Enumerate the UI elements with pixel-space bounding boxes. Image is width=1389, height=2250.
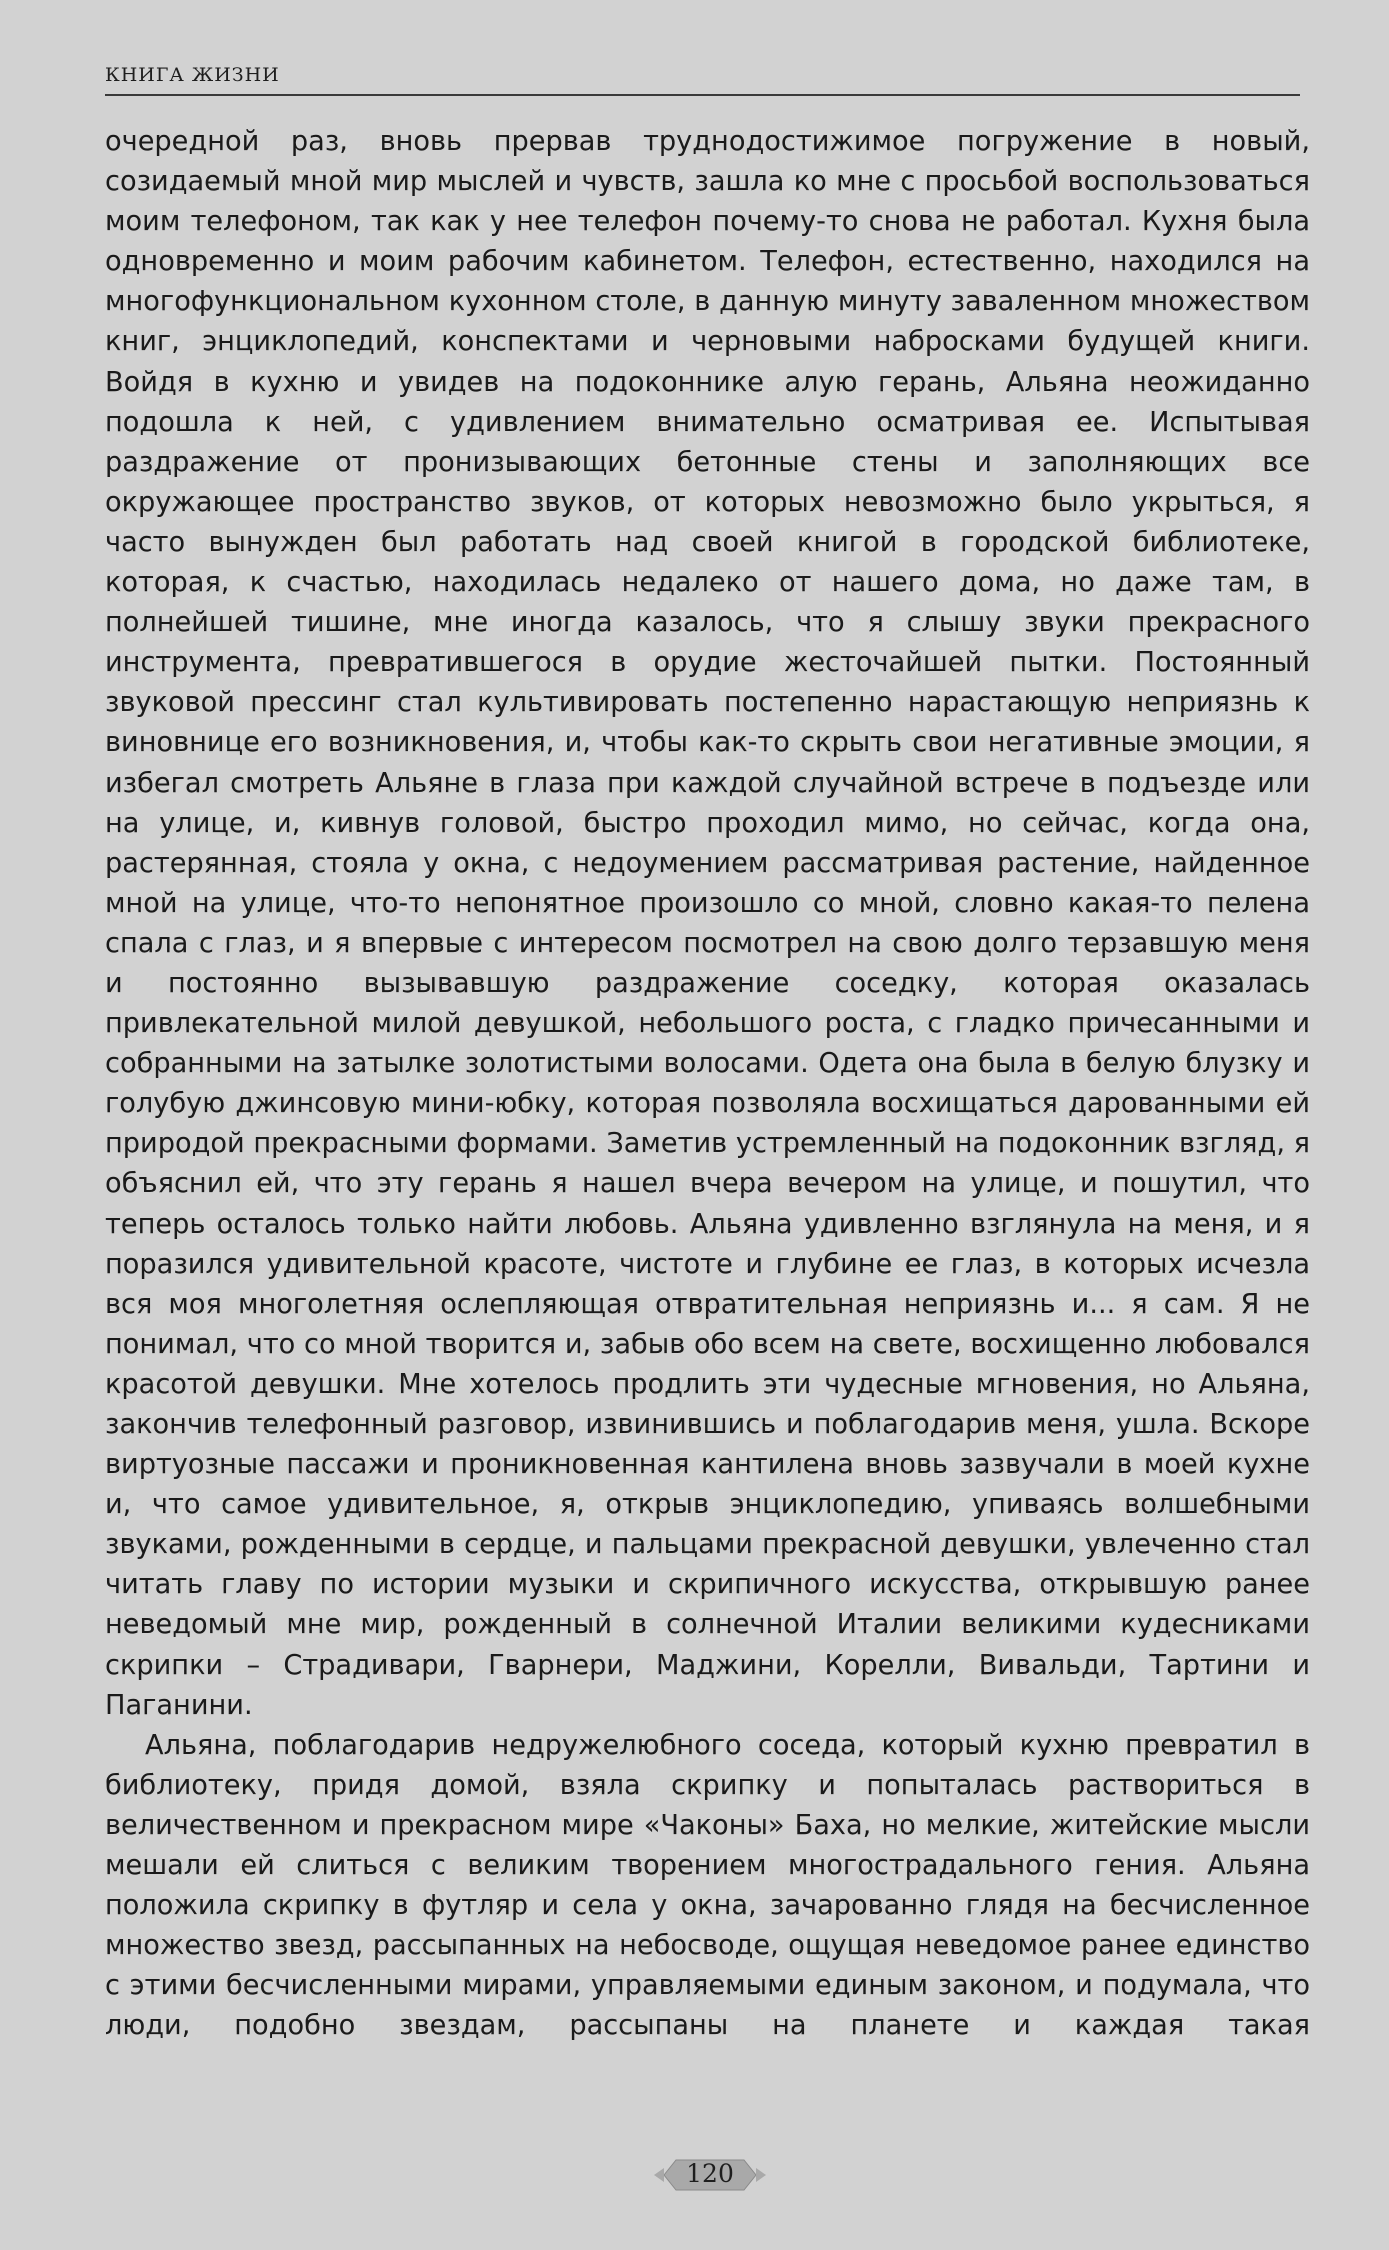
page-number: 120 xyxy=(686,2159,734,2188)
page-number-badge xyxy=(650,2150,770,2200)
paragraph: Альяна, поблагодарив недружелюбного соседа, который кухню превратил в библиотеку, придя домой, взяла скрипку и попыталась раствориться в величественном и прекрасном мире «Чаконы» Баха, но мелкие, житейские мысли мешали ей слиться с великим творением многострадального гения. Альяна положила скрипку в футляр и села у окна, зачарованно глядя на бесчисленное множество звезд, рассыпанных на небосводе, ощущая неведомое ранее единство с этими бесчисленными мирами, управляемыми единым законом, и подумала, что люди, подобно звездам, рассыпаны на планете и каждая такая xyxy=(105,1729,1310,2042)
running-header-title: КНИГА ЖИЗНИ xyxy=(105,64,280,86)
paragraph: очередной раз, вновь прервав труднодостижимое погружение в новый, созидаемый мной мир мыслей и чувств, зашла ко мне с просьбой воспользоваться моим телефоном, так как у нее телефон почему-то снова не работал. Кухня была одновременно и моим рабочим кабинетом. Телефон, естественно, находился на многофункциональном кухонном столе, в данную минуту заваленном множеством книг, энциклопедий, конспектами и черновыми набросками будущей книги. Войдя в кухню и увидев на подоконнике алую герань, Альяна неожиданно подошла к ней, с удивлением внимательно осматривая ее. Испытывая раздражение от пронизывающих бетонные стены и заполняющих все окружающее пространство звуков, от которых невозможно было укрыться, я часто вынужден был работать над своей книгой в городской библиотеке, которая, к счастью, находилась недалеко от нашего дома, но даже там, в полнейшей тишине, мне иногда казалось, что я слышу звуки прекрасного инструмента, превратившегося в орудие жесточайшей пытки. Постоянный звуковой прессинг стал культивировать постепенно нарастающую неприязнь к виновнице его возникновения, и, чтобы как-то скрыть свои негативные эмоции, я избегал смотреть Альяне в глаза при каждой случайной встрече в подъезде или на улице, и, кивнув головой, быстро проходил мимо, но сейчас, когда она, растерянная, стояла у окна, с недоумением рассматривая растение, найденное мной на улице, что-то непонятное произошло со мной, словно какая-то пелена спала с глаз, и я впервые с интересом посмотрел на свою долго терзавшую меня и постоянно вызывавшую раздражение соседку, которая оказалась привлекательной милой девушкой, небольшого роста, с гладко причесанными и собранными на затылке золотистыми волосами. Одета она была в белую блузку и голубую джинсовую мини-юбку, которая позволяла восхищаться дарованными ей природой прекрасными формами. Заметив устремленный на подоконник взгляд, я объяснил ей, что эту герань я нашел вчера вечером на улице, и пошутил, что теперь осталось только найти любовь. Альяна удивленно взглянула на меня, и я поразился удивительной красоте, чистоте и глубине ее глаз, в которых исчезла вся моя многолетняя ослепляющая отвратительная неприязнь и... я сам. Я не понимал, что со мной творится и, забыв обо всем на свете, восхищенно любовался красотой девушки. Мне хотелось продлить эти чудесные мгновения, но Альяна, закончив телефонный разговор, извинившись и поблагодарив меня, ушла. Вскоре виртуозные пассажи и проникновенная кантилена вновь зазвучали в моей кухне и, что самое удивительное, я, открыв энциклопедию, упиваясь волшебными звуками, рожденными в сердце, и пальцами прекрасной девушки, увлеченно стал читать главу по истории музыки и скрипичного искусства, открывшую ранее неведомый мне мир, рожденный в солнечной Италии великими кудесниками скрипки – Страдивари, Гварнери, Маджини, Корелли, Вивальди, Тартини и Паганини. xyxy=(105,126,1310,1721)
body-text xyxy=(105,122,1310,2047)
running-header xyxy=(105,60,1300,96)
